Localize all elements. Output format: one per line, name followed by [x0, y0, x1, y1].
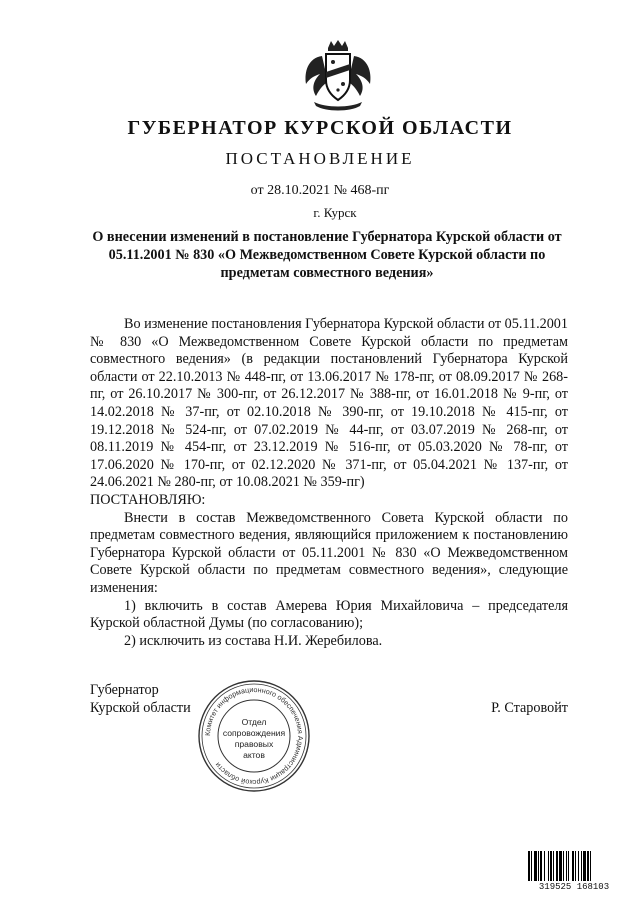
stamp-center-line: сопровождения	[222, 728, 286, 738]
barcode-number: 319525 168103	[538, 882, 610, 892]
document-place: г. Курск	[313, 205, 357, 220]
document-body	[90, 316, 568, 650]
signatory-role	[90, 682, 191, 717]
decree-word: ПОСТАНОВЛЯЮ:	[90, 491, 206, 508]
document-type: ПОСТАНОВЛЕНИЕ	[225, 149, 415, 168]
stamp-center-line: правовых	[234, 739, 274, 749]
stamp-center-line: актов	[243, 750, 265, 760]
list-item: 1) включить в состав Амерева Юрия Михайловича – председателя Курской областной Думы (по согласованию);	[90, 597, 568, 632]
signatory-role-line: Губернатор	[90, 682, 159, 698]
list-item: 2) исключить из состава Н.И. Жеребилова.	[124, 632, 383, 649]
document-subject: О внесении изменений в постановление Губернатора Курской области от 05.11.2001 № 830 «О Межведомственном Совете Курской области по предметам совместного ведения»	[92, 229, 562, 281]
stamp-center-line: Отдел	[241, 717, 267, 727]
barcode-bars-icon	[528, 851, 620, 881]
signatory-role-line: Курской области	[90, 699, 191, 716]
stamp-ring-text: Комитет информационного обеспечения Администрации Курской области	[202, 684, 306, 788]
official-stamp	[196, 678, 312, 794]
main-clause-paragraph: Внести в состав Межведомственного Совета Курской области по предметам совместного ведения, являющийся приложением к постановлению Губернатора Курской области от 05.11.2001 № 830 «О Межведомственном Совете Курской области по предметам совместного ведения», следующие изменения:	[90, 509, 568, 596]
governor-title: ГУБЕРНАТОР КУРСКОЙ ОБЛАСТИ	[127, 117, 513, 139]
document-date-number: от 28.10.2021 № 468-пг	[250, 183, 390, 198]
signatory-name: Р. Старовойт	[491, 700, 568, 716]
preamble-paragraph: Во изменение постановления Губернатора Курской области от 05.11.2001 № 830 «О Межведомственном Совете Курской области по предметам совместного ведения» (в редакции постановлений Губернатора Курской области от 22.10.2013 № 448-пг, от 13.06.2017 № 178-пг, от 08.09.2017 № 268-пг, от 26.10.2017 № 300-пг, от 26.12.2017 № 388-пг, от 16.01.2018 № 9-пг, от 14.02.2018 № 37-пг, от 02.10.2018 № 390-пг, от 19.10.2018 № 415-пг, от 19.12.2018 № 524-пг, от 07.02.2019 № 44-пг, от 03.07.2019 № 268-пг, от 08.11.2019 № 454-пг, от 23.12.2019 № 516-пг, от 05.03.2020 № 78-пг, от 17.06.2020 № 170-пг, от 02.12.2020 № 371-пг, от 05.04.2021 № 137-пг, от 24.06.2021 № 280-пг, от 10.08.2021 № 359-пг)	[90, 316, 568, 491]
coat-of-arms-icon	[300, 38, 376, 114]
barcode	[528, 851, 620, 893]
